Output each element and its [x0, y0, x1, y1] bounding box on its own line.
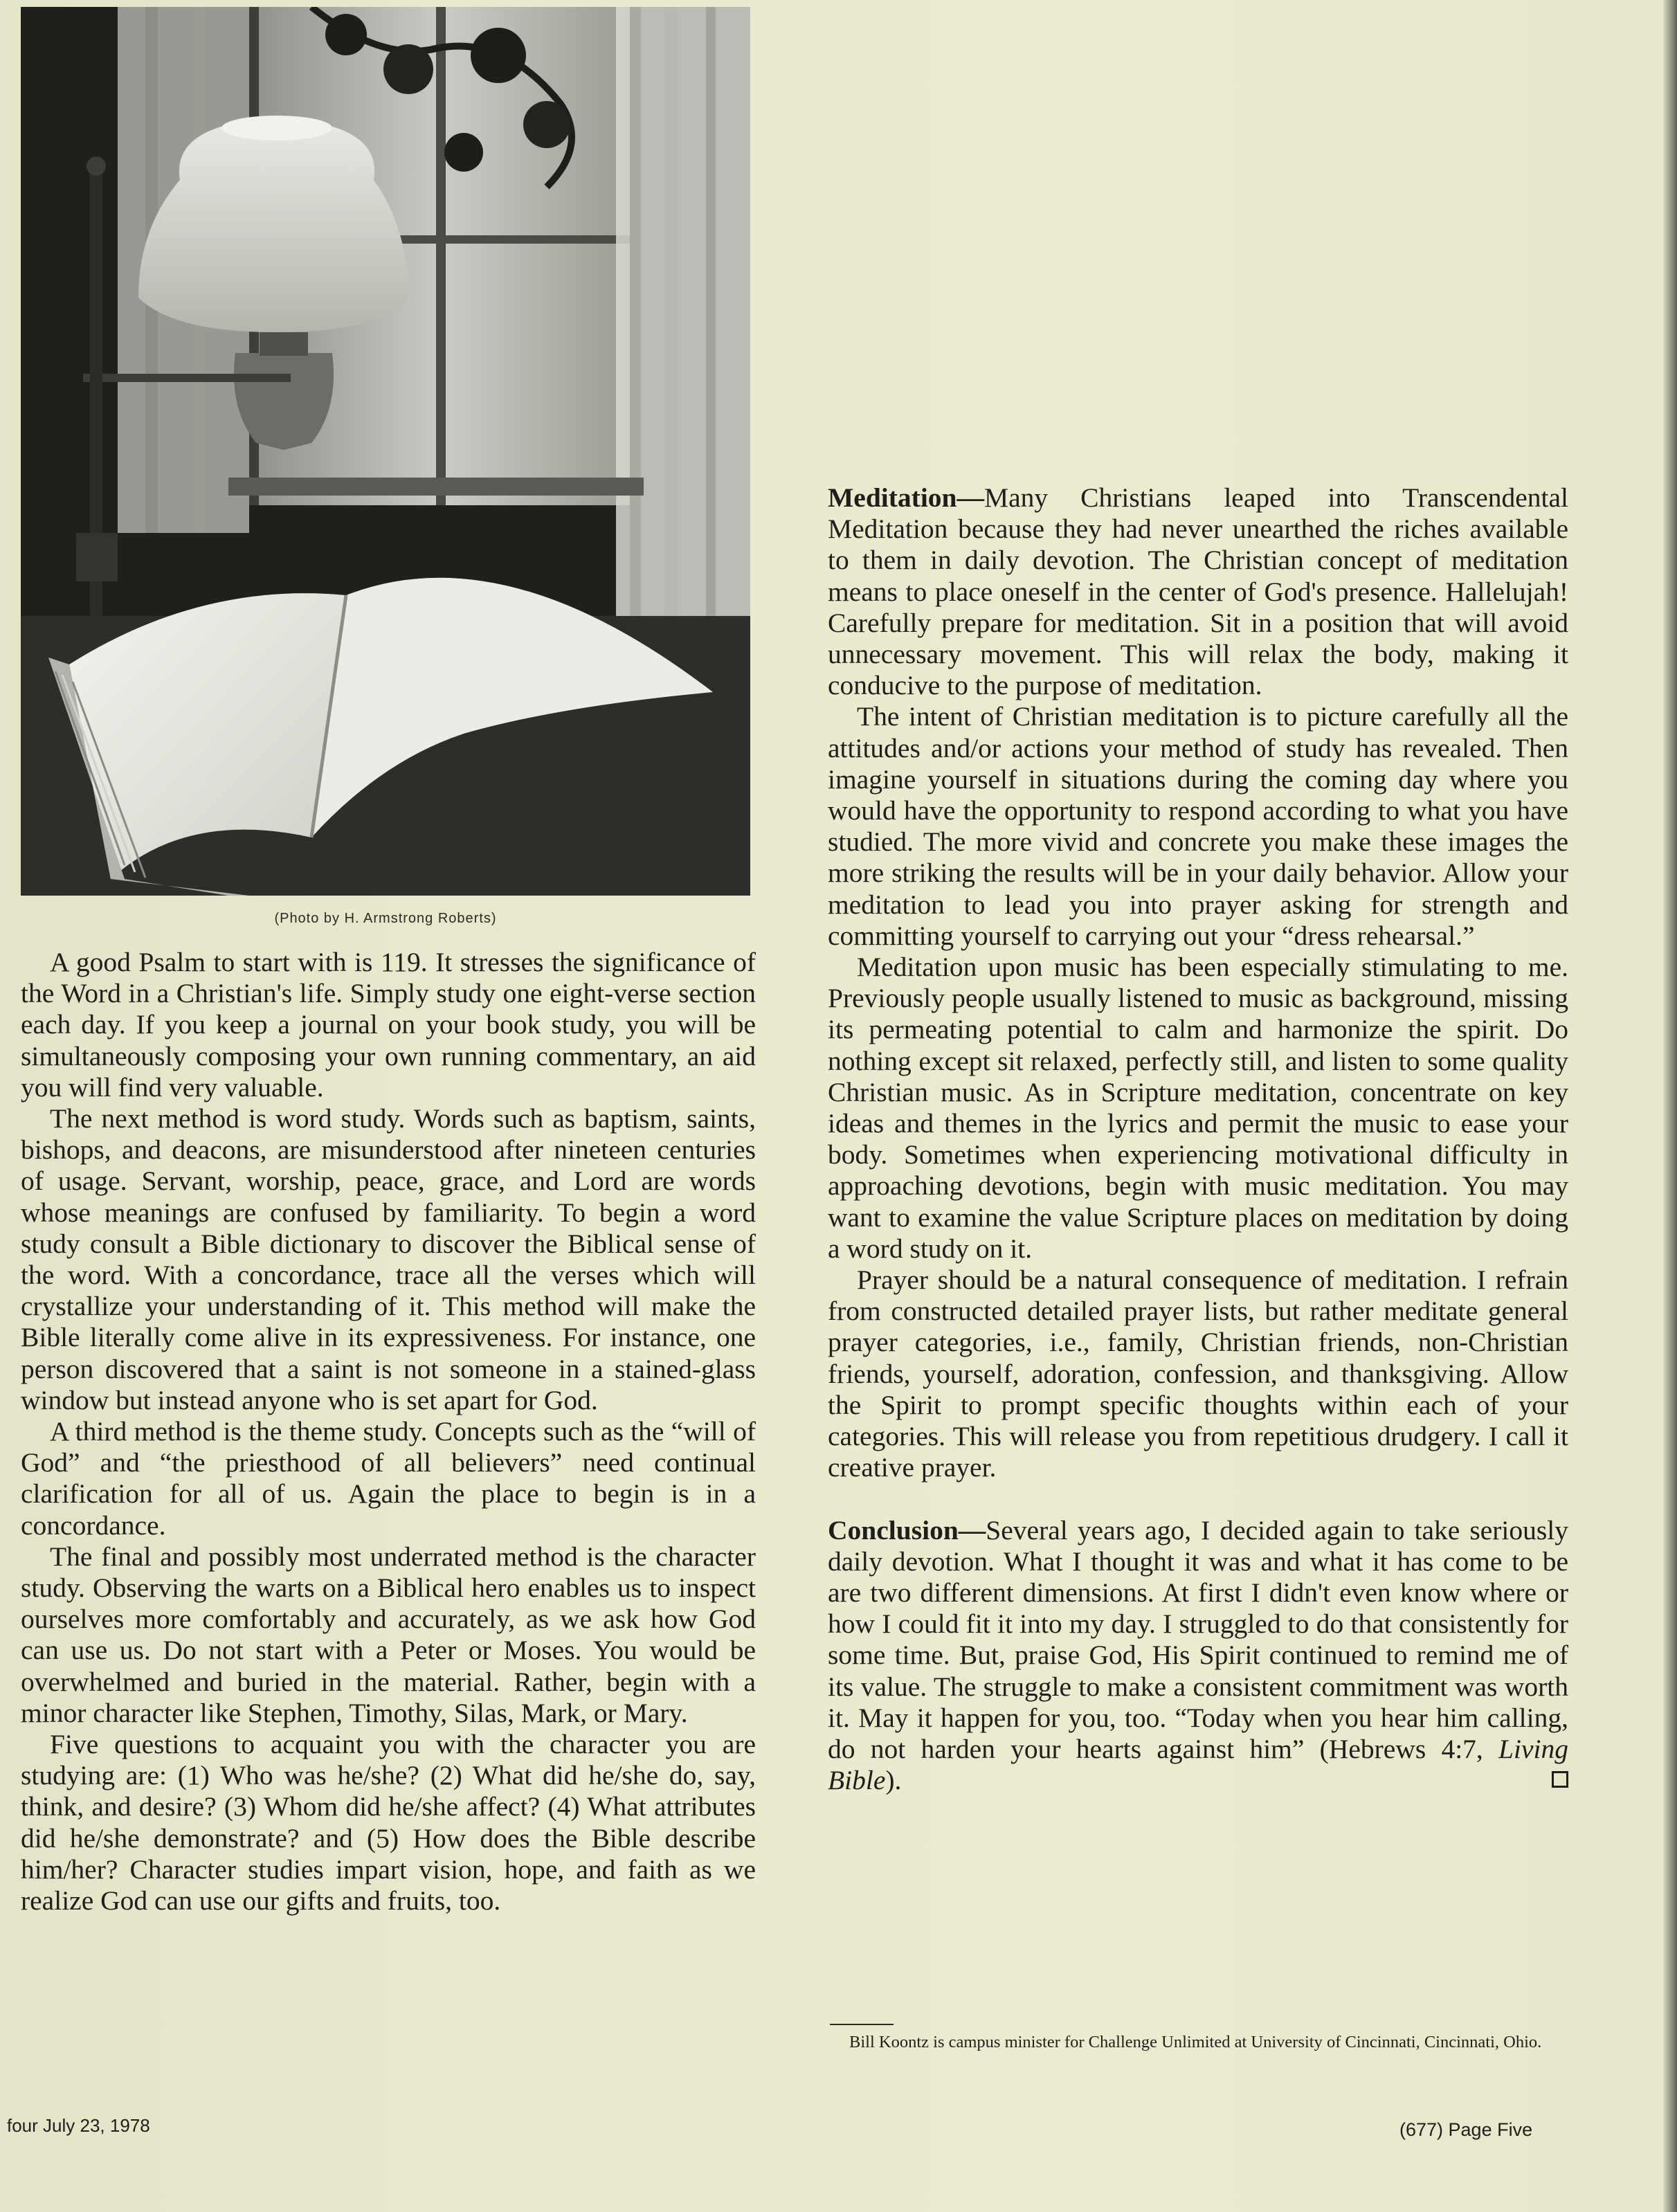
paragraph-conclusion: [828, 1515, 1568, 1797]
footer-page-number: (677) Page Five: [1399, 2119, 1533, 2140]
paragraph-theme-study: A third method is the theme study. Concepts such as the “will of God” and “the priesthood of all believers” need continual clarification for all of us. Again the place to begin is in a concordance.: [21, 1416, 756, 1541]
photo-caption: (Photo by H. Armstrong Roberts): [274, 911, 497, 926]
section-gap: [828, 1484, 1568, 1515]
paragraph-meditation-intro: [828, 482, 1568, 701]
photo-lamp-and-bible: [21, 7, 750, 896]
paragraph-prayer: Prayer should be a natural consequence of meditation. I refrain from constructed detailed prayer lists, but rather meditate general prayer categories, i.e., family, Christian friends, non-Christian friends, yourself, adoration, confession, and thanksgiving. Allow the Spirit to prompt specific thoughts within each of your categories. This will release you from repetitious drudgery. I call it creative prayer.: [828, 1264, 1568, 1483]
paragraph-word-study: The next method is word study. Words such as baptism, saints, bishops, and deacons, are misunderstood after nineteen centuries of usage. Servant, worship, peace, grace, and Lord are words whose meanings are confused by familiarity. To begin a word study consult a Bible dictionary to discover the Biblical sense of the word. With a concordance, trace all the verses which will crystallize your understanding of it. This method will make the Bible literally come alive in its expressiveness. For instance, one person discovered that a saint is not someone in a stained-glass window but instead anyone who is set apart for God.: [21, 1103, 756, 1415]
end-mark-icon: [1552, 1771, 1568, 1788]
meditation-intro-text: Many Christians leaped into Transcendental Meditation because they had never unearthed the riches available to them in daily devotion. The Christian concept of meditation means to place oneself in the center of God's presence. Hallelujah! Carefully prepare for meditation. Sit in a position that will avoid unnecessary movement. This will relax the body, making it conducive to the purpose of meditation.: [828, 482, 1568, 701]
left-column: [21, 947, 756, 1916]
paragraph-five-questions: Five questions to acquaint you with the character you are studying are: (1) Who was he/she? (2) What did he/she do, say, think, and desire? (3) Whom did he/she affect? (4) What attributes did he/she demonstrate? and (5) How does the Bible describe him/her? Character studies impart vision, hope, and faith as we realize God can use our gifts and fruits, too.: [21, 1729, 756, 1916]
paragraph-meditation-intent: The intent of Christian meditation is to picture carefully all the attitudes and/or actions your method of study has revealed. Then imagine yourself in situations during the coming day where you would have the opportunity to respond according to what you have studied. The more vivid and concrete you make these images the more striking the results will be in your daily behavior. Allow your meditation to lead you into prayer asking for strength and committing yourself to carrying out your “dress rehearsal.”: [828, 701, 1568, 951]
paragraph-character-study: The final and possibly most underrated method is the character study. Observing the warts on a Biblical hero enables us to inspect ourselves more comfortably and accurately, as we ask how God can use us. Do not start with a Peter or Moses. You would be overwhelmed and buried in the material. Rather, begin with a minor character like Stephen, Timothy, Silas, Mark, or Mary.: [21, 1541, 756, 1728]
page-edge-shadow: [1663, 0, 1677, 2212]
footnote-rule: [830, 2024, 894, 2025]
paragraph-psalm: A good Psalm to start with is 119. It stresses the significance of the Word in a Christian's life. Simply study one eight-verse section each day. If you keep a journal on your book study, you will be simultaneously composing your own running commentary, an aid you will find very valuable.: [21, 947, 756, 1103]
author-bio: Bill Koontz is campus minister for Challenge Unlimited at University of Cincinnati, Cincinnati, Ohio.: [849, 2033, 1542, 2051]
section-heading-conclusion: Conclusion—: [828, 1514, 986, 1545]
section-heading-meditation: Meditation—: [828, 482, 985, 513]
conclusion-end: ).: [885, 1765, 902, 1796]
footer-date: four July 23, 1978: [7, 2115, 150, 2136]
right-column: [828, 482, 1568, 1796]
paragraph-music-meditation: Meditation upon music has been especially stimulating to me. Previously people usually listened to music as background, missing its permeating potential to calm and harmonize the spirit. Do nothing except sit relaxed, perfectly still, and listen to some quality Christian music. As in Scripture meditation, concentrate on key ideas and themes in the lyrics and permit the music to ease your body. Sometimes when experiencing motivational difficulty in approaching devotions, begin with music meditation. You may want to examine the value Scripture places on meditation by doing a word study on it.: [828, 952, 1568, 1264]
conclusion-citation: Living Bible: [828, 1733, 1568, 1796]
conclusion-text: Several years ago, I decided again to take seriously daily devotion. What I thought it was and what it has come to be are two different dimensions. At first I didn't even know where or how I could fit it into my day. I struggled to do that consistently for some time. But, praise God, His Spirit continued to remind me of its value. The struggle to make a consistent commitment was worth it. May it happen for you, too. “Today when you hear him calling, do not harden your hearts against him” (Hebrews 4:7,: [828, 1514, 1568, 1764]
